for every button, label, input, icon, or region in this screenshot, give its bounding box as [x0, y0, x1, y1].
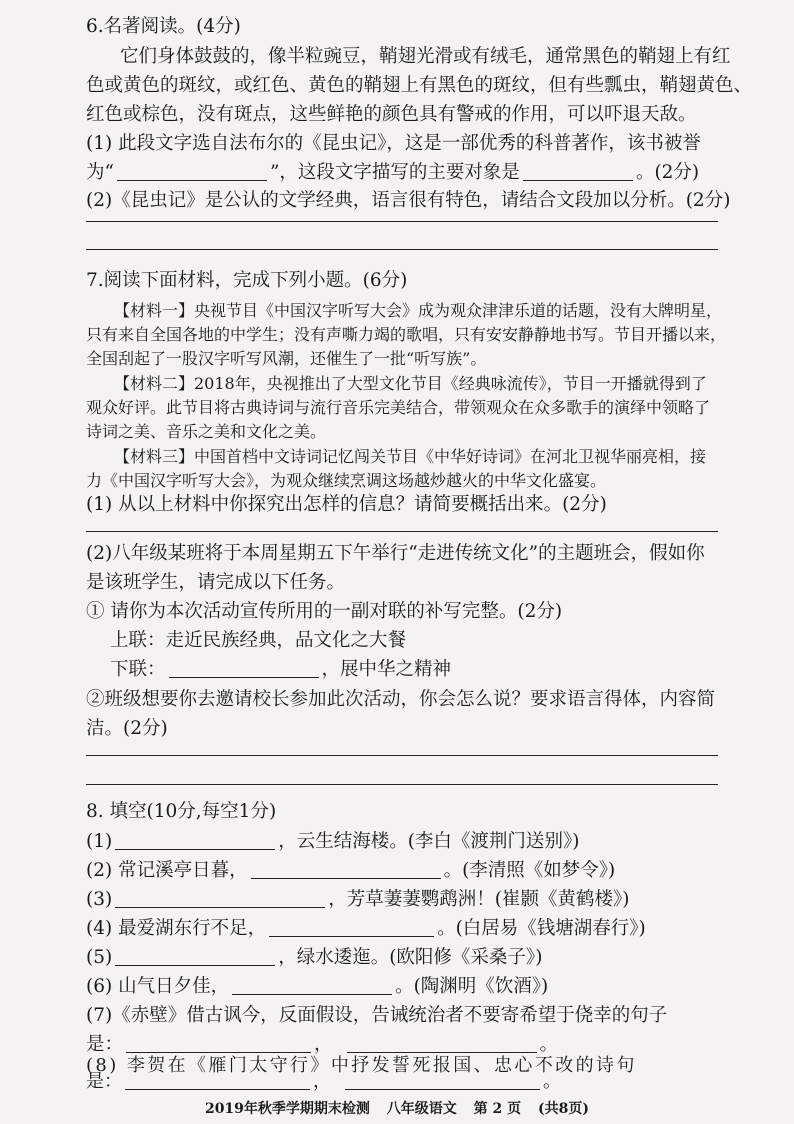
- page-footer: [0, 1098, 794, 1118]
- q8-item-6: [86, 974, 714, 1000]
- q6-title: 6.名著阅读。(4分): [86, 16, 241, 37]
- q6-answer-line-1[interactable]: [86, 221, 718, 222]
- q8-item-3-text: ，芳草萋萋鹦鹉洲！(崔颢《黄鹤楼》): [328, 889, 630, 910]
- q8-item-8-period: 。: [543, 1071, 561, 1092]
- q6-passage-line-1: 它们身体鼓鼓的，像半粒豌豆，鞘翅光滑或有绒毛，通常黑色的鞘翅上有红: [120, 46, 731, 67]
- q6-blank-reputation[interactable]: [117, 162, 267, 181]
- q8-item-4-source: 。(白居易《钱塘湖春行》): [437, 918, 646, 939]
- q7-task-2-answer-line-2[interactable]: [86, 784, 718, 785]
- q7-task-1: ① 请你为本次活动宣传所用的一副对联的补写完整。(2分): [86, 601, 563, 622]
- q8-item-1-text: ，云生结海楼。(李白《渡荆门送别》): [278, 831, 580, 852]
- q8-blank-5[interactable]: [115, 947, 275, 966]
- q8-item-3: [86, 887, 714, 913]
- q8-item-7-period: 。: [539, 1034, 559, 1055]
- q8-item-6-source: 。(陶渊明《饮酒》): [395, 976, 549, 997]
- footer-exam: 2019年秋季学期期末检测: [204, 1101, 370, 1117]
- q7-sub2-line-2: 是该班学生，请完成以下任务。: [86, 572, 346, 593]
- q8-item-2: [86, 858, 714, 884]
- q8-item-2-text: (2) 常记溪亭日暮，: [86, 860, 248, 881]
- q8-item-3-number: (3): [86, 889, 113, 910]
- q6-passage-line-3: 红色或棕色，没有斑点，这些鲜艳的颜色具有警戒的作用，可以吓退天敌。: [86, 104, 697, 125]
- q8-item-6-text: (6) 山气日夕佳，: [86, 976, 230, 997]
- q8-item-5: [86, 945, 714, 971]
- couplet-lower: [110, 657, 714, 683]
- q8-blank-3[interactable]: [115, 889, 325, 908]
- q6-sub1-score: 。(2分): [635, 162, 700, 183]
- q8-item-1-number: (1): [86, 831, 113, 852]
- q7-title: 7.阅读下面材料，完成下列小题。(6分): [86, 270, 408, 291]
- q6-sub1-prefix: 为“: [86, 162, 114, 183]
- couplet-lower-label: 下联：: [110, 659, 166, 680]
- q8-blank-7a[interactable]: [126, 1034, 311, 1053]
- q6-sub1-middle: ”，这段文字描写的主要对象是: [269, 162, 520, 183]
- q6-answer-line-2[interactable]: [86, 249, 718, 250]
- q7-material-2-line-3: 诗词之美、音乐之美和文化之美。: [86, 422, 327, 441]
- q8-item-4: [86, 916, 714, 942]
- q8-blank-4[interactable]: [269, 918, 434, 937]
- q7-sub1: (1) 从以上材料中你探究出怎样的信息？请简要概括出来。(2分): [86, 494, 607, 515]
- q8-blank-2[interactable]: [251, 860, 441, 879]
- couplet-lower-blank[interactable]: [169, 659, 319, 678]
- q8-item-5-text: ，绿水逶迤。(欧阳修《采桑子》): [278, 947, 543, 968]
- q7-material-1-line-3: 全国刮起了一股汉字听写风潮，还催生了一批“听写族”。: [86, 349, 487, 368]
- q7-sub1-answer-line[interactable]: [86, 531, 718, 532]
- q6-sub1-line-1: (1) 此段文字选自法布尔的《昆虫记》，这是一部优秀的科普著作，该书被誉: [86, 133, 701, 154]
- q8-item-7-label: 是：: [86, 1034, 124, 1055]
- q8-item-8-comma: ，: [313, 1071, 331, 1092]
- q8-item-8-label: 是：: [86, 1071, 122, 1092]
- q7-sub2-line-1: (2)八年级某班将于本周星期五下午举行“走进传统文化”的主题班会，假如你: [86, 543, 705, 564]
- q8-blank-8a[interactable]: [125, 1075, 310, 1090]
- q8-blank-8b[interactable]: [345, 1075, 540, 1090]
- q8-blank-7b[interactable]: [347, 1034, 537, 1053]
- q8-item-2-source: 。(李清照《如梦令》): [443, 860, 616, 881]
- q6-sub1-line-2: [86, 160, 714, 186]
- footer-page: 第 2 页: [473, 1101, 522, 1117]
- couplet-lower-end: ，展中华之精神: [321, 659, 452, 680]
- q8-blank-6[interactable]: [232, 976, 392, 995]
- q8-item-8-line-2-final: [86, 1071, 561, 1092]
- footer-total: (共8页): [538, 1101, 590, 1117]
- q8-item-1: [86, 829, 714, 855]
- q6-sub2: (2)《昆虫记》是公认的文学经典，语言很有特色，请结合文段加以分析。(2分): [86, 190, 731, 211]
- q7-task-2-answer-line-1[interactable]: [86, 755, 718, 756]
- q7-material-3-line-2: 力《中国汉字听写大会》，为观众继续烹调这场越炒越火的中华文化盛宴。: [86, 471, 607, 490]
- q8-item-8-line-1: (8) 李贺在《雁门太守行》中抒发誓死报国、忠心不改的诗句: [86, 1055, 637, 1076]
- q7-material-1-line-1: 【材料一】央视节目《中国汉字听写大会》成为观众津津乐道的话题，没有大牌明星，: [114, 301, 723, 320]
- q7-material-1-line-2: 只有来自全国各地的中学生；没有声嘶力竭的歌唱，只有安安静静地书写。节目开播以来，: [86, 325, 727, 344]
- q8-item-7-line-1: (7)《赤壁》借古讽今，反面假设，告诫统治者不要寄希望于侥幸的句子: [86, 1005, 668, 1026]
- q7-task-2-line-2: 洁。(2分): [86, 718, 168, 739]
- q8-item-4-text: (4) 最爱湖东行不足，: [86, 918, 267, 939]
- q7-material-3-line-1: 【材料三】中国首档中文诗词记忆闯关节目《中华好诗词》在河北卫视华丽亮相，接: [114, 447, 707, 466]
- q7-material-2-line-1: 【材料二】2018年，央视推出了大型文化节目《经典咏流传》，节目一开播就得到了: [114, 374, 707, 393]
- q6-blank-subject[interactable]: [523, 162, 633, 181]
- couplet-upper: 上联：走近民族经典，品文化之大餐: [110, 630, 407, 651]
- q7-material-2-line-2: 观众好评。此节目将古典诗词与流行音乐完美结合，带领观众在众多歌手的演绎中领略了: [86, 398, 711, 417]
- q7-task-2-line-1: ②班级想要你去邀请校长参加此次活动，你会怎么说？要求语言得体，内容简: [86, 689, 716, 710]
- footer-subject: 八年级语文: [386, 1101, 457, 1117]
- q8-item-5-number: (5): [86, 947, 113, 968]
- q8-item-7-comma: ，: [314, 1034, 333, 1055]
- q6-passage-line-2: 色或黄色的斑纹，或红色、黄色的鞘翅上有黑色的斑纹，但有些瓢虫，鞘翅黄色、: [86, 75, 753, 96]
- q8-title: 8. 填空(10分,每空1分): [86, 801, 277, 822]
- q8-blank-1[interactable]: [115, 831, 275, 850]
